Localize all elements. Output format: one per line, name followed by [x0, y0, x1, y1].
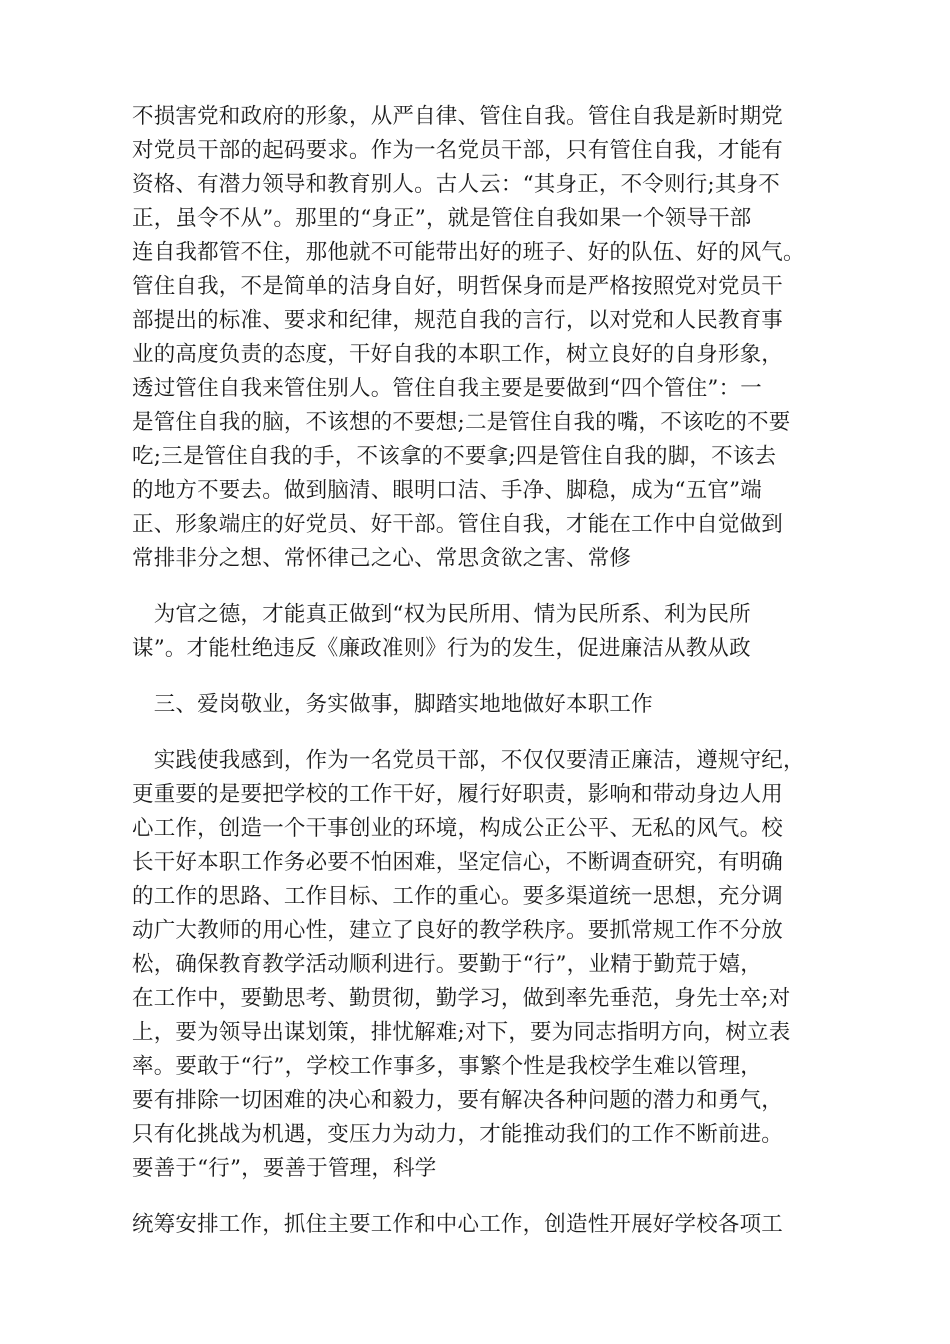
heading-line: 三、爱岗敬业，务实做事，脚踏实地地做好本职工作: [132, 692, 653, 717]
text-line: 对党员干部的起码要求。作为一名党员干部，只有管住自我，才能有: [132, 138, 784, 163]
text-line: 资格、有潜力领导和教育别人。古人云：“其身正，不令则行;其身不: [132, 172, 780, 197]
text-line: 上，要为领导出谋划策，排忧解难;对下，要为同志指明方向，树立表: [132, 1020, 791, 1045]
paragraph-planning: [132, 1208, 832, 1242]
text-line: 连自我都管不住，那他就不可能带出好的班子、好的队伍、好的风气。: [132, 240, 805, 265]
paragraph-self-discipline: [132, 100, 832, 576]
text-line: 正，虽令不从”。那里的“身正”，就是管住自我如果一个领导干部: [132, 206, 752, 231]
text-line: 要善于“行”，要善于管理，科学: [132, 1156, 437, 1181]
section-heading: [132, 688, 832, 722]
text-line: 统筹安排工作，抓住主要工作和中心工作，创造性开展好学校各项工: [132, 1212, 784, 1237]
paragraph-official-virtue: [132, 598, 832, 666]
text-line: 是管住自我的脑，不该想的不要想;二是管住自我的嘴，不该吃的不要: [132, 410, 791, 435]
text-line: 吃;三是管住自我的手，不该拿的不要拿;四是管住自我的脚，不该去: [132, 444, 777, 469]
text-line: 为官之德，才能真正做到“权为民所用、情为民所系、利为民所: [132, 602, 751, 627]
paragraph-practice: [132, 744, 832, 1186]
text-line: 动广大教师的用心性，建立了良好的教学秩序。要抓常规工作不分放: [132, 918, 784, 943]
text-line: 松，确保教育教学活动顺利进行。要勤于“行”，业精于勤荒于嬉，: [132, 952, 762, 977]
text-line: 的工作的思路、工作目标、工作的重心。要多渠道统一思想，充分调: [132, 884, 784, 909]
text-line: 正、形象端庄的好党员、好干部。管住自我，才能在工作中自觉做到: [132, 512, 784, 537]
text-line: 谋”。才能杜绝违反《廉政准则》行为的发生，促进廉洁从教从政: [132, 636, 751, 661]
text-line: 透过管住自我来管住别人。管住自我主要是要做到“四个管住”：一: [132, 376, 762, 401]
text-line: 要有排除一切困难的决心和毅力，要有解决各种问题的潜力和勇气，: [132, 1088, 784, 1113]
text-line: 更重要的是要把学校的工作干好，履行好职责，影响和带动身边人用: [132, 782, 784, 807]
text-line: 只有化挑战为机遇，变压力为动力，才能推动我们的工作不断前进。: [132, 1122, 784, 1147]
text-line: 业的高度负责的态度，干好自我的本职工作，树立良好的自身形象，: [132, 342, 784, 367]
text-line: 率。要敢于“行”，学校工作事多，事繁个性是我校学生难以管理，: [132, 1054, 762, 1079]
text-line: 心工作，创造一个干事创业的环境，构成公正公平、无私的风气。校: [132, 816, 784, 841]
document-page: [132, 100, 832, 1242]
text-line: 管住自我，不是简单的洁身自好，明哲保身而是严格按照党对党员干: [132, 274, 784, 299]
text-line: 的地方不要去。做到脑清、眼明口洁、手净、脚稳，成为“五官”端: [132, 478, 762, 503]
text-line: 实践使我感到，作为一名党员干部，不仅仅要清正廉洁，遵规守纪，: [132, 748, 805, 773]
text-line: 在工作中，要勤思考、勤贯彻，勤学习，做到率先垂范，身先士卒;对: [132, 986, 791, 1011]
text-line: 常排非分之想、常怀律己之心、常思贪欲之害、常修: [132, 546, 632, 571]
text-line: 长干好本职工作务必要不怕困难，坚定信心，不断调查研究，有明确: [132, 850, 784, 875]
text-line: 不损害党和政府的形象，从严自律、管住自我。管住自我是新时期党: [132, 104, 784, 129]
text-line: 部提出的标准、要求和纪律，规范自我的言行，以对党和人民教育事: [132, 308, 784, 333]
